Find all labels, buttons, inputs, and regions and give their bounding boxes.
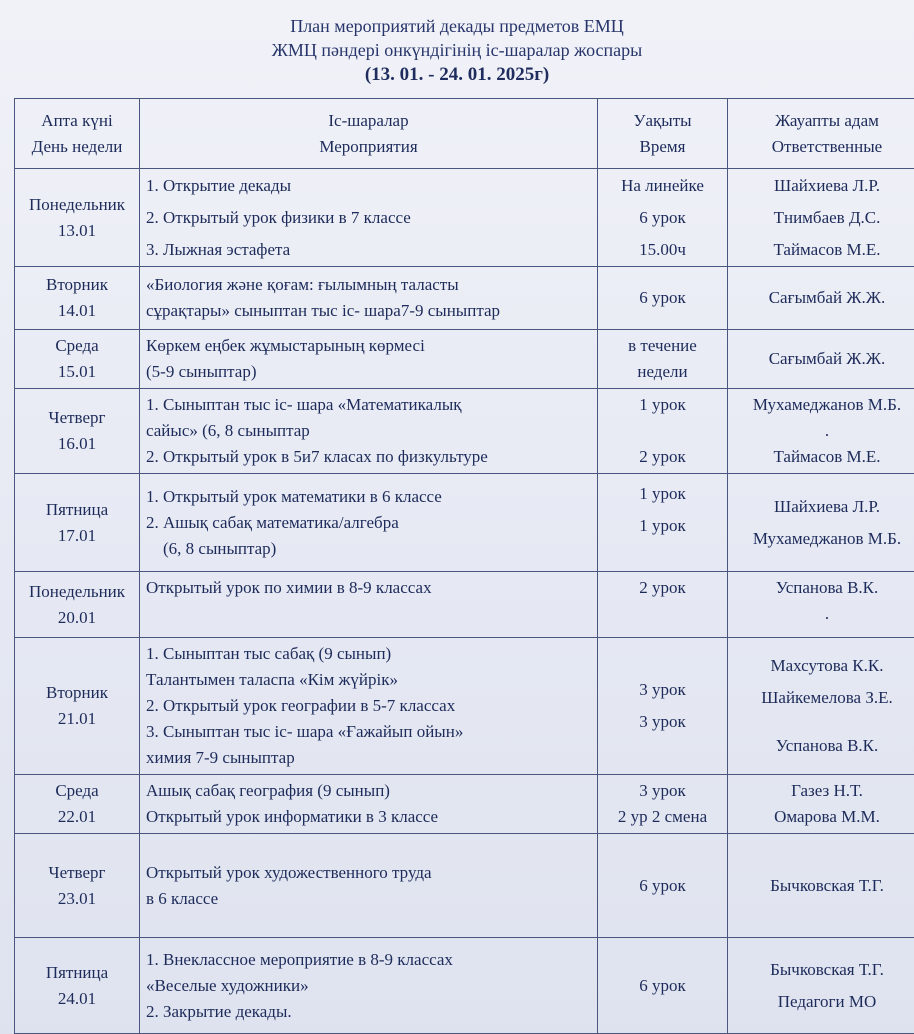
- time-cell: [598, 638, 728, 775]
- time-value: 3 урок: [604, 778, 721, 804]
- event-line: химия 7-9 сыныптар: [146, 745, 591, 771]
- day-cell: [15, 638, 140, 775]
- event-line: сайыс» (6, 8 сыныптар: [146, 418, 591, 444]
- day-cell: [15, 267, 140, 330]
- day-name: Четверг: [21, 860, 133, 886]
- day-date: 13.01: [21, 218, 133, 244]
- table-row: [15, 775, 914, 834]
- event-line: сұрақтары» сыныптан тыс іс- шара7-9 сыныптар: [146, 298, 591, 324]
- event-line: 2. Открытый урок физики в 7 классе: [146, 205, 591, 231]
- header-day: [15, 99, 140, 169]
- time-cell: [598, 389, 728, 474]
- responsible-name: Успанова В.К.: [734, 575, 914, 601]
- time-value: в течение: [604, 333, 721, 359]
- event-line: 3. Сыныптан тыс іс- шара «Ғажайып ойын»: [146, 719, 591, 745]
- events-cell: [140, 572, 598, 638]
- day-cell: [15, 389, 140, 474]
- day-date: 21.01: [21, 706, 133, 732]
- day-date: 22.01: [21, 804, 133, 830]
- table-row: [15, 169, 914, 267]
- responsible-name: Успанова В.К.: [734, 733, 914, 759]
- responsible-cell: [728, 572, 914, 638]
- responsible-cell: [728, 938, 914, 1034]
- responsible-cell: [728, 267, 914, 330]
- event-line: 1. Сыныптан тыс іс- шара «Математикалық: [146, 392, 591, 418]
- time-cell: [598, 330, 728, 389]
- time-value: 2 урок: [604, 575, 721, 601]
- day-date: 15.01: [21, 359, 133, 385]
- table-row: [15, 572, 914, 638]
- event-line: (5-9 сыныптар): [146, 359, 591, 385]
- table-row: [15, 938, 914, 1034]
- responsible-name: Тнимбаев Д.С.: [734, 205, 914, 231]
- responsible-name: Бычковская Т.Г.: [734, 873, 914, 899]
- title-line-kz: ЖМЦ пәндері онкүндігінің іс-шаралар жоспары: [0, 38, 914, 62]
- event-line: 2. Закрытие декады.: [146, 999, 591, 1025]
- time-cell: [598, 775, 728, 834]
- header-time: [598, 99, 728, 169]
- time-cell: [598, 938, 728, 1034]
- table-row: [15, 389, 914, 474]
- event-line: «Веселые художники»: [146, 973, 591, 999]
- responsible-cell: [728, 389, 914, 474]
- time-value: 6 урок: [604, 285, 721, 311]
- day-name: Понедельник: [21, 192, 133, 218]
- document-header: [0, 14, 914, 88]
- responsible-name: Педагоги МО: [734, 989, 914, 1015]
- day-name: Пятница: [21, 497, 133, 523]
- day-cell: [15, 572, 140, 638]
- title-dates: (13. 01. - 24. 01. 2025г): [0, 62, 914, 88]
- day-name: Вторник: [21, 680, 133, 706]
- day-cell: [15, 834, 140, 938]
- responsible-mark: .: [734, 418, 914, 444]
- event-line: 2. Открытый урок в 5и7 класах по физкультуре: [146, 444, 591, 470]
- time-value: недели: [604, 359, 721, 385]
- day-date: 16.01: [21, 431, 133, 457]
- time-value: 2 урок: [604, 444, 721, 470]
- day-date: 23.01: [21, 886, 133, 912]
- events-plan-table: [14, 98, 914, 1034]
- responsible-cell: [728, 638, 914, 775]
- header-day-ru: День недели: [21, 134, 133, 160]
- day-name: Понедельник: [21, 579, 133, 605]
- event-line: 1. Сыныптан тыс сабақ (9 сынып): [146, 641, 591, 667]
- responsible-name: Омарова М.М.: [734, 804, 914, 830]
- events-cell: [140, 638, 598, 775]
- event-line: (6, 8 сыныптар): [146, 536, 591, 562]
- responsible-cell: [728, 775, 914, 834]
- events-cell: [140, 938, 598, 1034]
- table-header-row: [15, 99, 914, 169]
- responsible-name: Мухамеджанов М.Б.: [734, 392, 914, 418]
- day-cell: [15, 775, 140, 834]
- day-cell: [15, 169, 140, 267]
- responsible-name: Таймасов М.Е.: [734, 444, 914, 470]
- event-line: 3. Лыжная эстафета: [146, 237, 591, 263]
- header-events-ru: Мероприятия: [146, 134, 591, 160]
- day-cell: [15, 938, 140, 1034]
- event-line: Открытый урок информатики в 3 классе: [146, 804, 591, 830]
- responsible-cell: [728, 474, 914, 572]
- events-cell: [140, 389, 598, 474]
- time-cell: [598, 267, 728, 330]
- day-name: Пятница: [21, 960, 133, 986]
- time-value: 1 урок: [604, 481, 721, 507]
- time-value: 6 урок: [604, 873, 721, 899]
- responsible-cell: [728, 169, 914, 267]
- day-date: 17.01: [21, 523, 133, 549]
- table-row: [15, 267, 914, 330]
- responsible-name: Шайхиева Л.Р.: [734, 173, 914, 199]
- events-cell: [140, 169, 598, 267]
- time-value: 6 урок: [604, 205, 721, 231]
- event-line: 2. Ашық сабақ математика/алгебра: [146, 510, 591, 536]
- time-value: [604, 418, 721, 444]
- time-value: 15.00ч: [604, 237, 721, 263]
- responsible-name: Газез Н.Т.: [734, 778, 914, 804]
- time-value: [604, 539, 721, 565]
- table-row: [15, 638, 914, 775]
- event-line: Талантымен таласпа «Кім жүйрік»: [146, 667, 591, 693]
- day-name: Вторник: [21, 272, 133, 298]
- time-cell: [598, 169, 728, 267]
- responsible-name: Махсутова К.К.: [734, 653, 914, 679]
- event-line: 2. Открытый урок географии в 5-7 классах: [146, 693, 591, 719]
- responsible-name: Мухамеджанов М.Б.: [734, 526, 914, 552]
- event-line: 1. Внеклассное мероприятие в 8-9 классах: [146, 947, 591, 973]
- time-value: 1 урок: [604, 392, 721, 418]
- events-cell: [140, 834, 598, 938]
- header-events: [140, 99, 598, 169]
- event-line: 1. Открытие декады: [146, 173, 591, 199]
- time-cell: [598, 834, 728, 938]
- events-cell: [140, 775, 598, 834]
- responsible-name: Сағымбай Ж.Ж.: [734, 346, 914, 372]
- header-responsible-kz: Жауапты адам: [734, 108, 914, 134]
- responsible-name: Сағымбай Ж.Ж.: [734, 285, 914, 311]
- header-responsible-ru: Ответственные: [734, 134, 914, 160]
- event-line: 1. Открытый урок математики в 6 классе: [146, 484, 591, 510]
- header-responsible: [728, 99, 914, 169]
- time-value: На линейке: [604, 173, 721, 199]
- responsible-name: Бычковская Т.Г.: [734, 957, 914, 983]
- events-cell: [140, 267, 598, 330]
- header-time-kz: Уақыты: [604, 108, 721, 134]
- table-row: [15, 834, 914, 938]
- time-value: 2 ур 2 смена: [604, 804, 721, 830]
- event-line: Открытый урок по химии в 8-9 классах: [146, 575, 591, 601]
- responsible-cell: [728, 330, 914, 389]
- day-date: 14.01: [21, 298, 133, 324]
- responsible-name: Шайхиева Л.Р.: [734, 494, 914, 520]
- time-value: 1 урок: [604, 513, 721, 539]
- event-line: в 6 классе: [146, 886, 591, 912]
- event-line: Открытый урок художественного труда: [146, 860, 591, 886]
- event-line: Ашық сабақ география (9 сынып): [146, 778, 591, 804]
- title-line-ru: План мероприятий декады предметов ЕМЦ: [0, 14, 914, 38]
- responsible-name: Таймасов М.Е.: [734, 237, 914, 263]
- day-name: Четверг: [21, 405, 133, 431]
- responsible-cell: [728, 834, 914, 938]
- responsible-mark: .: [734, 601, 914, 627]
- day-cell: [15, 474, 140, 572]
- time-value: 6 урок: [604, 973, 721, 999]
- time-cell: [598, 572, 728, 638]
- day-name: Среда: [21, 778, 133, 804]
- header-day-kz: Апта күні: [21, 108, 133, 134]
- table-row: [15, 330, 914, 389]
- day-date: 24.01: [21, 986, 133, 1012]
- event-line: «Биология және қоғам: ғылымның таласты: [146, 272, 591, 298]
- time-cell: [598, 474, 728, 572]
- day-cell: [15, 330, 140, 389]
- time-value: 3 урок: [604, 677, 721, 703]
- header-events-kz: Іс-шаралар: [146, 108, 591, 134]
- events-cell: [140, 474, 598, 572]
- day-date: 20.01: [21, 605, 133, 631]
- day-name: Среда: [21, 333, 133, 359]
- responsible-name: Шайкемелова З.Е.: [734, 685, 914, 711]
- event-line: Көркем еңбек жұмыстарының көрмесі: [146, 333, 591, 359]
- table-row: [15, 474, 914, 572]
- events-cell: [140, 330, 598, 389]
- time-value: 3 урок: [604, 709, 721, 735]
- header-time-ru: Время: [604, 134, 721, 160]
